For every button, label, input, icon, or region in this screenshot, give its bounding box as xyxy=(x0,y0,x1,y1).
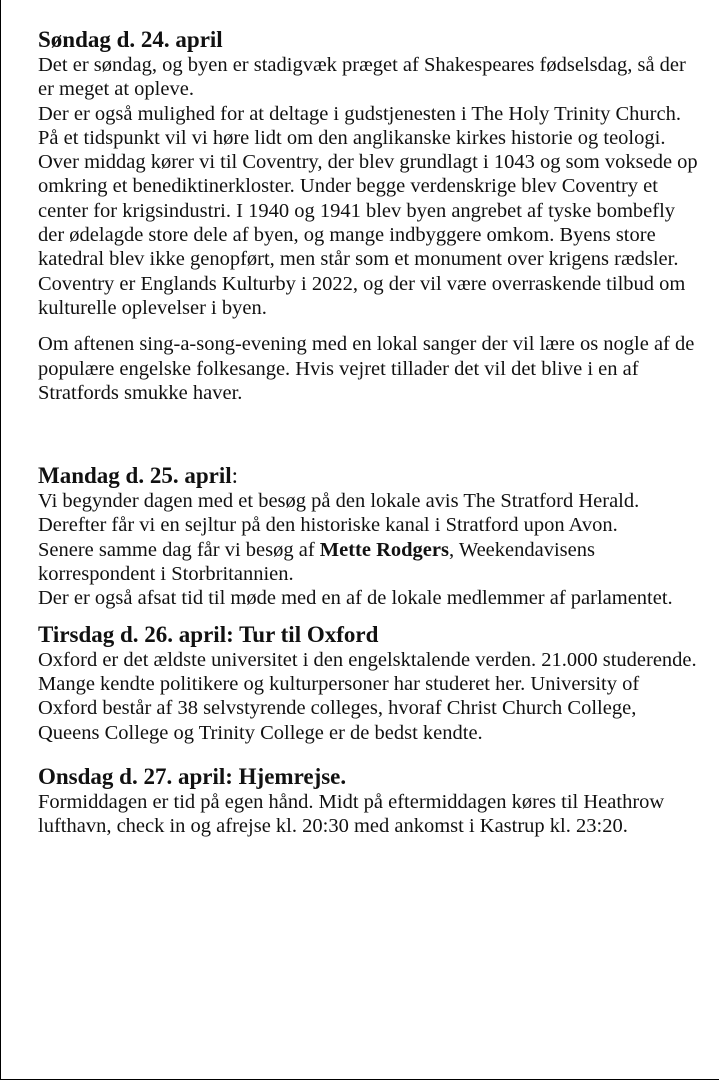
paragraph: Det er søndag, og byen er stadigvæk præget af Shakespeares fødselsdag, så der er meget at opleve. xyxy=(38,54,686,101)
guest-name: Mette Rodgers xyxy=(319,538,449,561)
section-monday xyxy=(38,463,699,610)
paragraph: Formiddagen er tid på egen hånd. Midt på eftermiddagen køres til Heathrow lufthavn, check in og afrejse kl. 20:30 med ankomst i Kastrup kl. 23:20. xyxy=(38,790,665,838)
paragraph xyxy=(38,538,699,587)
day-heading: Onsdag d. 27. april: Hjemrejse. xyxy=(38,763,347,789)
paragraph: Der er også mulighed for at deltage i gudstjenesten i The Holy Trinity Church. På et tidspunkt vil vi høre lidt om den anglikanske kirkes historie og teologi. xyxy=(38,102,681,149)
section-wednesday xyxy=(38,764,699,839)
text-span: Senere samme dag får vi besøg af xyxy=(38,538,320,561)
day-heading-text: Mandag d. 25. april xyxy=(38,463,232,489)
paragraph: Over middag kører vi til Coventry, der blev grundlagt i 1043 og som voksede op omkring et benediktinerkloster. Under begge verdenskrige blev Coventry et center for krigsindustri. I 1940 og 1941 blev byen angrebet af tyske bombefly der ødelagde store dele af byen, og mange indbyggere omkom. Byens store katedral blev ikke genopført, men står som et monument over krigens rædsler. Coventry er Englands Kulturby i 2022, og der vil være overraskende tilbud om kulturelle oplevelser i byen. xyxy=(38,151,698,319)
day-heading: Tirsdag d. 26. april: Tur til Oxford xyxy=(38,621,379,647)
section-tuesday xyxy=(38,622,699,745)
paragraph: Vi begynder dagen med et besøg på den lokale avis The Stratford Herald. Derefter får vi en sejltur på den historiske kanal i Stratford upon Avon. xyxy=(38,490,640,537)
paragraph: Der er også afsat tid til møde med en af de lokale medlemmer af parlamentet. xyxy=(38,587,673,610)
text-span: , Weekendavisens korrespondent i Storbritannien. xyxy=(38,538,595,586)
heading-colon: : xyxy=(231,463,239,489)
day-heading: Søndag d. 24. april xyxy=(38,27,223,52)
paragraph: Oxford er det ældste universitet i den engelsktalende verden. 21.000 studerende. Mange kendte politikere og kulturpersoner har studeret her. University of Oxford består af 38 selvstyrende colleges, hvoraf Christ Church College, Queens College og Trinity College er de bedst kendte. xyxy=(38,648,697,744)
day-heading xyxy=(38,463,699,489)
paragraph: Om aftenen sing-a-song-evening med en lokal sanger der vil lære os nogle af de populære engelske folkesange. Hvis vejret tillader det vil det blive i en af Stratfords smukke haver. xyxy=(38,333,695,404)
section-sunday xyxy=(38,27,699,405)
